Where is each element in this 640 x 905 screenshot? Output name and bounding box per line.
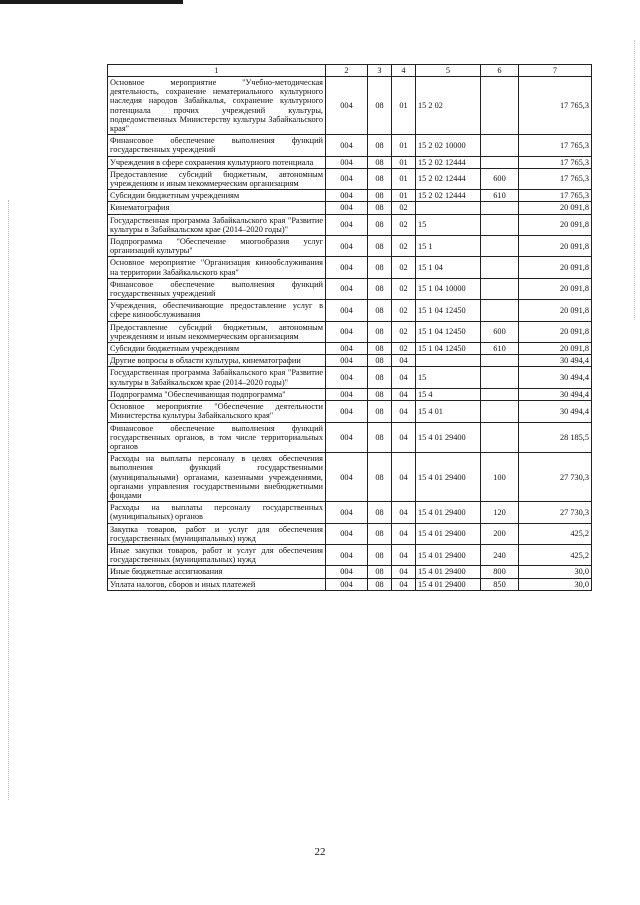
table-row: [108, 367, 592, 388]
row-name: Иные закупки товаров, работ и услуг для обеспечения государственных (муниципальных) нужд: [108, 544, 326, 565]
expense-type: [481, 257, 519, 278]
section-code: 08: [368, 77, 392, 135]
amount: 17 765,3: [519, 77, 592, 135]
ministry-code: 004: [326, 355, 368, 367]
subsection-code: 04: [392, 523, 416, 544]
row-name: Государственная программа Забайкальского края "Развитие культуры в Забайкальском крае (2014–2020 годы)": [108, 367, 326, 388]
table-row: [108, 190, 592, 202]
row-name: Кинематография: [108, 202, 326, 214]
target-article: 15: [416, 214, 481, 235]
row-name: Субсидии бюджетным учреждениям: [108, 190, 326, 202]
section-code: 08: [368, 257, 392, 278]
subsection-code: 04: [392, 578, 416, 590]
expense-type: 850: [481, 578, 519, 590]
target-article: 15 2 02 12444: [416, 156, 481, 168]
section-code: 08: [368, 300, 392, 321]
target-article: 15: [416, 367, 481, 388]
target-article: 15 4 01: [416, 401, 481, 422]
subsection-code: 01: [392, 135, 416, 156]
ministry-code: 004: [326, 278, 368, 299]
amount: 17 765,3: [519, 135, 592, 156]
row-name: Предоставление субсидий бюджетным, автономным учреждениям и иным некоммерческим организациям: [108, 168, 326, 189]
expense-type: [481, 202, 519, 214]
expense-type: 120: [481, 502, 519, 523]
expense-type: [481, 278, 519, 299]
section-code: 08: [368, 544, 392, 565]
row-name: Расходы на выплаты персоналу государственных (муниципальных) органов: [108, 502, 326, 523]
amount: 20 091,8: [519, 278, 592, 299]
row-name: Основное мероприятие "Организация кинообслуживания на территории Забайкальского края": [108, 257, 326, 278]
amount: 17 765,3: [519, 190, 592, 202]
row-name: Иные бюджетные ассигнования: [108, 566, 326, 578]
expense-type: [481, 135, 519, 156]
target-article: 15 1 04 10000: [416, 278, 481, 299]
section-code: 08: [368, 453, 392, 502]
table-row: [108, 321, 592, 342]
ministry-code: 004: [326, 401, 368, 422]
ministry-code: 004: [326, 453, 368, 502]
expense-type: [481, 422, 519, 453]
section-code: 08: [368, 156, 392, 168]
table-row: [108, 502, 592, 523]
column-header-1: 1: [108, 65, 326, 77]
target-article: 15 4 01 29400: [416, 453, 481, 502]
section-code: 08: [368, 135, 392, 156]
expense-type: [481, 401, 519, 422]
row-name: Подпрограмма "Обеспечение многообразия услуг организаций культуры": [108, 236, 326, 257]
amount: 425,2: [519, 523, 592, 544]
header-row: [108, 65, 592, 77]
section-code: 08: [368, 367, 392, 388]
target-article: 15 4 01 29400: [416, 578, 481, 590]
subsection-code: 02: [392, 300, 416, 321]
table-row: [108, 453, 592, 502]
table-row: [108, 77, 592, 135]
table-row: [108, 278, 592, 299]
target-article: 15 2 02 10000: [416, 135, 481, 156]
ministry-code: 004: [326, 343, 368, 355]
section-code: 08: [368, 355, 392, 367]
section-code: 08: [368, 388, 392, 400]
table-row: [108, 168, 592, 189]
subsection-code: 02: [392, 343, 416, 355]
subsection-code: 01: [392, 190, 416, 202]
ministry-code: 004: [326, 502, 368, 523]
subsection-code: 04: [392, 544, 416, 565]
target-article: 15 2 02 12444: [416, 190, 481, 202]
expense-type: [481, 214, 519, 235]
ministry-code: 004: [326, 168, 368, 189]
table-row: [108, 300, 592, 321]
subsection-code: 02: [392, 236, 416, 257]
ministry-code: 004: [326, 135, 368, 156]
table-row: [108, 202, 592, 214]
subsection-code: 01: [392, 156, 416, 168]
ministry-code: 004: [326, 257, 368, 278]
page-number: 22: [314, 846, 326, 858]
target-article: 15 2 02 12444: [416, 168, 481, 189]
subsection-code: 02: [392, 257, 416, 278]
expense-type: 100: [481, 453, 519, 502]
ministry-code: 004: [326, 156, 368, 168]
row-name: Закупка товаров, работ и услуг для обеспечения государственных (муниципальных) нужд: [108, 523, 326, 544]
table-row: [108, 135, 592, 156]
row-name: Учреждения, обеспечивающие предоставление услуг в сфере кинообслуживания: [108, 300, 326, 321]
row-name: Финансовое обеспечение выполнения функций государственных учреждений: [108, 278, 326, 299]
amount: 27 730,3: [519, 453, 592, 502]
target-article: 15 4 01 29400: [416, 523, 481, 544]
ministry-code: 004: [326, 202, 368, 214]
section-code: 08: [368, 190, 392, 202]
subsection-code: 04: [392, 453, 416, 502]
subsection-code: 02: [392, 321, 416, 342]
section-code: 08: [368, 236, 392, 257]
amount: 30 494,4: [519, 388, 592, 400]
ministry-code: 004: [326, 321, 368, 342]
target-article: 15 1 04 12450: [416, 343, 481, 355]
target-article: 15 1 04 12450: [416, 300, 481, 321]
subsection-code: 01: [392, 77, 416, 135]
expense-type: 240: [481, 544, 519, 565]
column-header-7: 7: [519, 65, 592, 77]
row-name: Основное мероприятие "Учебно-методическая деятельность, сохранение нематериального культурного наследия народов Забайкалья, сохранение культурного потенциала прочих учреждений культуры, подведомственных Министерству культуры Забайкальского края": [108, 77, 326, 135]
row-name: Другие вопросы в области культуры, кинематографии: [108, 355, 326, 367]
target-article: 15 4 01 29400: [416, 566, 481, 578]
section-code: 08: [368, 578, 392, 590]
subsection-code: 01: [392, 168, 416, 189]
target-article: 15 4 01 29400: [416, 502, 481, 523]
subsection-code: 04: [392, 422, 416, 453]
ministry-code: 004: [326, 300, 368, 321]
expense-type: 600: [481, 168, 519, 189]
row-name: Финансовое обеспечение выполнения функций государственных учреждений: [108, 135, 326, 156]
ministry-code: 004: [326, 367, 368, 388]
ministry-code: 004: [326, 236, 368, 257]
expense-type: [481, 300, 519, 321]
amount: 20 091,8: [519, 257, 592, 278]
table-row: [108, 523, 592, 544]
subsection-code: 04: [392, 388, 416, 400]
expense-type: 600: [481, 321, 519, 342]
row-name: Финансовое обеспечение выполнения функций государственных органов, в том числе территориальных органов: [108, 422, 326, 453]
target-article: [416, 202, 481, 214]
amount: 30,0: [519, 566, 592, 578]
amount: 20 091,8: [519, 343, 592, 355]
amount: 27 730,3: [519, 502, 592, 523]
subsection-code: 04: [392, 401, 416, 422]
target-article: 15 1 04 12450: [416, 321, 481, 342]
table-row: [108, 388, 592, 400]
table-row: [108, 343, 592, 355]
ministry-code: 004: [326, 578, 368, 590]
amount: 425,2: [519, 544, 592, 565]
row-name: Расходы на выплаты персоналу в целях обеспечения выполнения функций государственными (муниципальными) органами, казенными учреждениями, органами управления государственными внебюджетными фондами: [108, 453, 326, 502]
expense-type: 610: [481, 190, 519, 202]
amount: 20 091,8: [519, 202, 592, 214]
table-row: [108, 236, 592, 257]
section-code: 08: [368, 278, 392, 299]
ministry-code: 004: [326, 190, 368, 202]
section-code: 08: [368, 321, 392, 342]
ministry-code: 004: [326, 77, 368, 135]
section-code: 08: [368, 566, 392, 578]
column-header-6: 6: [481, 65, 519, 77]
table-row: [108, 544, 592, 565]
target-article: 15 1: [416, 236, 481, 257]
target-article: 15 4 01 29400: [416, 544, 481, 565]
target-article: 15 2 02: [416, 77, 481, 135]
target-article: [416, 355, 481, 367]
expense-type: [481, 77, 519, 135]
ministry-code: 004: [326, 544, 368, 565]
amount: 30 494,4: [519, 367, 592, 388]
ministry-code: 004: [326, 214, 368, 235]
amount: 30 494,4: [519, 401, 592, 422]
subsection-code: 02: [392, 278, 416, 299]
table-row: [108, 401, 592, 422]
section-code: 08: [368, 168, 392, 189]
column-header-5: 5: [416, 65, 481, 77]
subsection-code: 04: [392, 566, 416, 578]
expense-type: [481, 156, 519, 168]
table-row: [108, 422, 592, 453]
target-article: 15 1 04: [416, 257, 481, 278]
scan-artifact-right: [634, 40, 636, 320]
section-code: 08: [368, 502, 392, 523]
amount: 30 494,4: [519, 355, 592, 367]
expense-type: 610: [481, 343, 519, 355]
amount: 20 091,8: [519, 214, 592, 235]
table-body: [108, 77, 592, 591]
table-row: [108, 566, 592, 578]
row-name: Подпрограмма "Обеспечивающая подпрограмма": [108, 388, 326, 400]
column-header-4: 4: [392, 65, 416, 77]
budget-table: [107, 64, 592, 591]
row-name: Учреждения в сфере сохранения культурного потенциала: [108, 156, 326, 168]
row-name: Уплата налогов, сборов и иных платежей: [108, 578, 326, 590]
target-article: 15 4 01 29400: [416, 422, 481, 453]
table-row: [108, 156, 592, 168]
column-header-2: 2: [326, 65, 368, 77]
row-name: Основное мероприятие "Обеспечение деятельности Министерства культуры Забайкальского края": [108, 401, 326, 422]
subsection-code: 02: [392, 214, 416, 235]
ministry-code: 004: [326, 388, 368, 400]
table-row: [108, 214, 592, 235]
amount: 17 765,3: [519, 168, 592, 189]
subsection-code: 04: [392, 502, 416, 523]
expense-type: 800: [481, 566, 519, 578]
ministry-code: 004: [326, 566, 368, 578]
section-code: 08: [368, 422, 392, 453]
row-name: Государственная программа Забайкальского края "Развитие культуры в Забайкальском крае (2014–2020 годы)": [108, 214, 326, 235]
amount: 20 091,8: [519, 236, 592, 257]
amount: 17 765,3: [519, 156, 592, 168]
amount: 20 091,8: [519, 321, 592, 342]
row-name: Субсидии бюджетным учреждениям: [108, 343, 326, 355]
expense-type: [481, 367, 519, 388]
subsection-code: 02: [392, 202, 416, 214]
table-row: [108, 578, 592, 590]
amount: 28 185,5: [519, 422, 592, 453]
subsection-code: 04: [392, 355, 416, 367]
ministry-code: 004: [326, 422, 368, 453]
expense-type: [481, 355, 519, 367]
amount: 30,0: [519, 578, 592, 590]
amount: 20 091,8: [519, 300, 592, 321]
scan-top-bar: [0, 0, 183, 4]
table-row: [108, 257, 592, 278]
expense-type: [481, 236, 519, 257]
subsection-code: 04: [392, 367, 416, 388]
column-header-3: 3: [368, 65, 392, 77]
row-name: Предоставление субсидий бюджетным, автономным учреждениям и иным некоммерческим организациям: [108, 321, 326, 342]
section-code: 08: [368, 523, 392, 544]
section-code: 08: [368, 214, 392, 235]
section-code: 08: [368, 401, 392, 422]
section-code: 08: [368, 202, 392, 214]
section-code: 08: [368, 343, 392, 355]
table-row: [108, 355, 592, 367]
expense-type: 200: [481, 523, 519, 544]
ministry-code: 004: [326, 523, 368, 544]
expense-type: [481, 388, 519, 400]
scan-artifact-left: [8, 200, 10, 800]
target-article: 15 4: [416, 388, 481, 400]
